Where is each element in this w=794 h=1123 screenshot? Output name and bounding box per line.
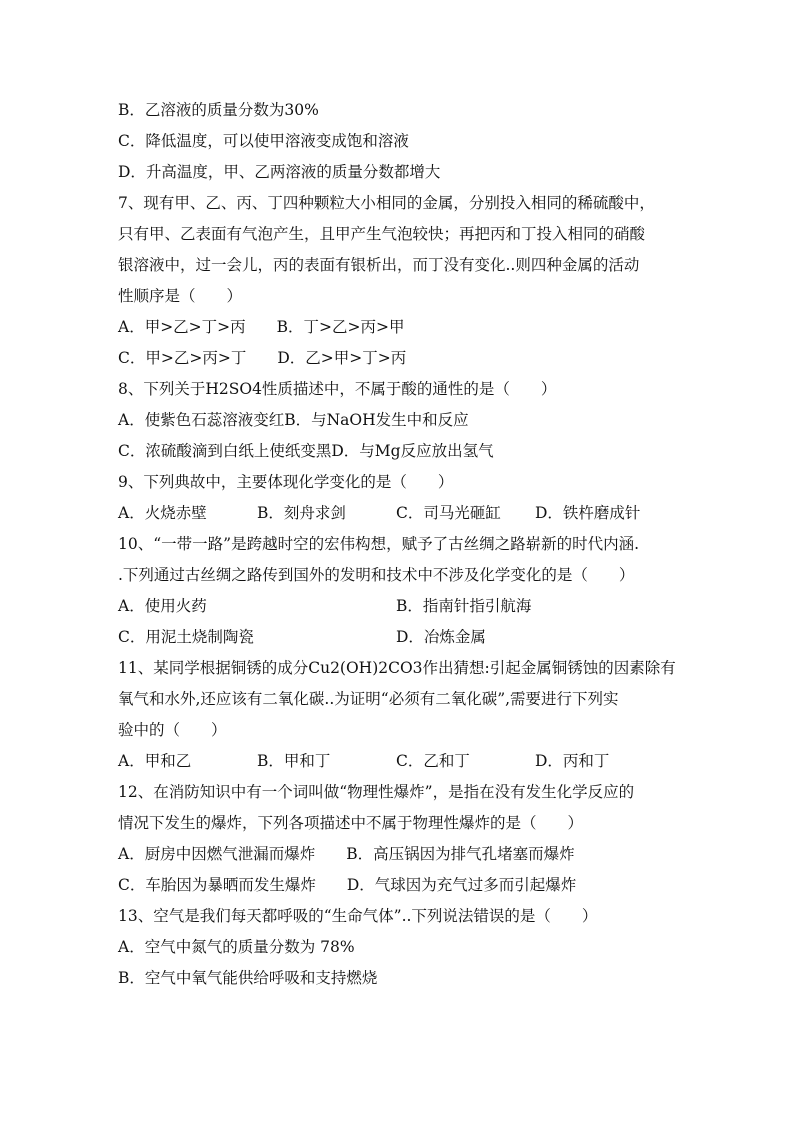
question-7-options: C．甲>乙>丙>丁 D．乙>甲>丁>丙 bbox=[118, 349, 407, 367]
question-11-text: 验中的（ ） bbox=[118, 721, 227, 739]
option-c-line: C．降低温度，可以使甲溶液变成饱和溶液 bbox=[118, 132, 409, 150]
option-c: C．乙和丁 bbox=[396, 752, 470, 770]
option-c: C．司马光砸缸 bbox=[396, 504, 501, 522]
option-a: A．使用火药 bbox=[118, 597, 207, 615]
question-9-text: 9、下列典故中，主要体现化学变化的是（ ） bbox=[118, 473, 454, 491]
question-13-option-a: A．空气中氮气的质量分数为 78% bbox=[118, 938, 355, 956]
question-10-options bbox=[118, 594, 678, 618]
option-d-line: D．升高温度，甲、乙两溶液的质量分数都增大 bbox=[118, 163, 441, 181]
question-8-options: A．使紫色石蕊溶液变红B．与NaOH发生中和反应 bbox=[118, 411, 469, 429]
question-10-text: .下列通过古丝绸之路传到国外的发明和技术中不涉及化学变化的是（ ） bbox=[118, 566, 635, 584]
question-7-text: 只有甲、乙表面有气泡产生，且甲产生气泡较快；再把丙和丁投入相同的硝酸 bbox=[118, 225, 646, 243]
question-11-text: 11、某同学根据铜锈的成分Cu2(OH)2CO3作出猜想:引起金属铜锈蚀的因素除有 bbox=[118, 659, 676, 677]
option-b: B．指南针指引航海 bbox=[396, 597, 532, 615]
question-13-text: 13、空气是我们每天都呼吸的“生命气体”..下列说法错误的是（ ） bbox=[118, 907, 598, 925]
option-d: D．丙和丁 bbox=[535, 752, 610, 770]
question-7-text: 性顺序是（ ） bbox=[118, 287, 243, 305]
question-12-text: 12、在消防知识中有一个词叫做“物理性爆炸”，是指在没有发生化学反应的 bbox=[118, 783, 635, 801]
question-7-options: A．甲>乙>丁>丙 B．丁>乙>丙>甲 bbox=[118, 318, 405, 336]
question-10-text: 10、“一带一路”是跨越时空的宏伟构想，赋予了古丝绸之路崭新的时代内涵. bbox=[118, 535, 640, 553]
question-7-text: 7、现有甲、乙、丙、丁四种颗粒大小相同的金属，分别投入相同的稀硫酸中， bbox=[118, 194, 655, 212]
question-7-text: 银溶液中，过一会儿，丙的表面有银析出，而丁没有变化..则四种金属的活动 bbox=[118, 256, 640, 274]
question-11-text: 氧气和水外,还应该有二氧化碳..为证明“必须有二氧化碳”,需要进行下列实 bbox=[118, 690, 619, 708]
option-c: C．用泥土烧制陶瓷 bbox=[118, 628, 254, 646]
question-8-text: 8、下列关于H2SO4性质描述中，不属于酸的通性的是（ ） bbox=[118, 380, 557, 398]
option-d: D．铁杵磨成针 bbox=[535, 504, 641, 522]
question-12-options: A．厨房中因燃气泄漏而爆炸 B．高压锅因为排气孔堵塞而爆炸 bbox=[118, 845, 575, 863]
question-10-options bbox=[118, 625, 678, 649]
question-9-options bbox=[118, 501, 678, 525]
question-12-text: 情况下发生的爆炸，下列各项描述中不属于物理性爆炸的是（ ） bbox=[118, 814, 584, 832]
question-8-options: C．浓硫酸滴到白纸上使纸变黑D．与Mg反应放出氢气 bbox=[118, 442, 494, 460]
question-13-option-b: B．空气中氧气能供给呼吸和支持燃烧 bbox=[118, 969, 378, 987]
option-b-line: B．乙溶液的质量分数为30% bbox=[118, 101, 319, 119]
question-12-options: C．车胎因为暴晒而发生爆炸 D．气球因为充气过多而引起爆炸 bbox=[118, 876, 577, 894]
question-11-options bbox=[118, 749, 678, 773]
option-d: D．冶炼金属 bbox=[396, 628, 486, 646]
option-a: A．甲和乙 bbox=[118, 752, 192, 770]
option-a: A．火烧赤壁 bbox=[118, 504, 207, 522]
option-b: B．甲和丁 bbox=[257, 752, 331, 770]
option-b: B．刻舟求剑 bbox=[257, 504, 346, 522]
